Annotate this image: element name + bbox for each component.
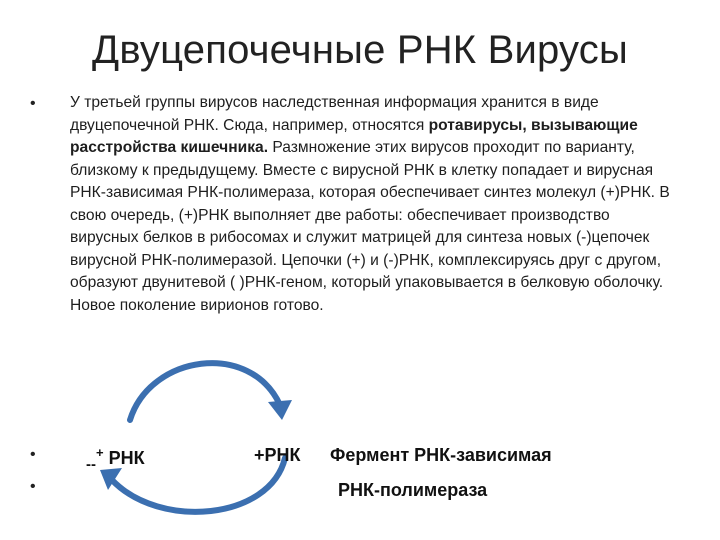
bullet-marker: • <box>30 446 36 463</box>
plus-rna-label: +РНК <box>254 445 301 465</box>
enzyme-label-line2: РНК-полимераза <box>338 480 488 500</box>
upper-arc-arrow <box>130 363 280 420</box>
slide-title: Двуцепочечные РНК Вирусы <box>92 28 628 72</box>
minus-plus-rna-label <box>86 445 145 473</box>
paragraph-part1: У третьей группы вирусов наследственная информация хранится в виде двуцепочечной РНК. Сюда, например, относятся <box>70 94 599 134</box>
paragraph-part2: Размножение этих вирусов проходит по варианту, близкому к предыдущему. Вместе с вирусной РНК в клетку попадает и вирусная РНК-зависимая РНК-полимераза, которая обеспечивает синтез молекул (+)РНК. В свою очередь, (+)РНК выполняет две работы: обеспечивает производство вирусных белков в рибосомах и служит матрицей для синтеза новых (-)цепочек вирусной РНК-полимеразой. Цепочки (+) и (-)РНК, комплексируясь друг с другом, образуют двунитевой ( )РНК-геном, который упаковывается в белковую оболочку. Новое поколение вирионов готово. <box>70 139 670 314</box>
rna-left-text: РНК <box>103 448 145 468</box>
bullet-marker: • <box>30 95 36 112</box>
paragraph-bold: ротавирусы, вызывающие расстройства кишечника. <box>70 116 638 156</box>
minus-sign: -- <box>86 456 96 473</box>
enzyme-label-line1: Фермент РНК-зависимая <box>330 445 552 465</box>
bullet-marker: • <box>30 478 36 495</box>
upper-arrow-head <box>268 400 292 420</box>
plus-sign: + <box>96 445 104 460</box>
